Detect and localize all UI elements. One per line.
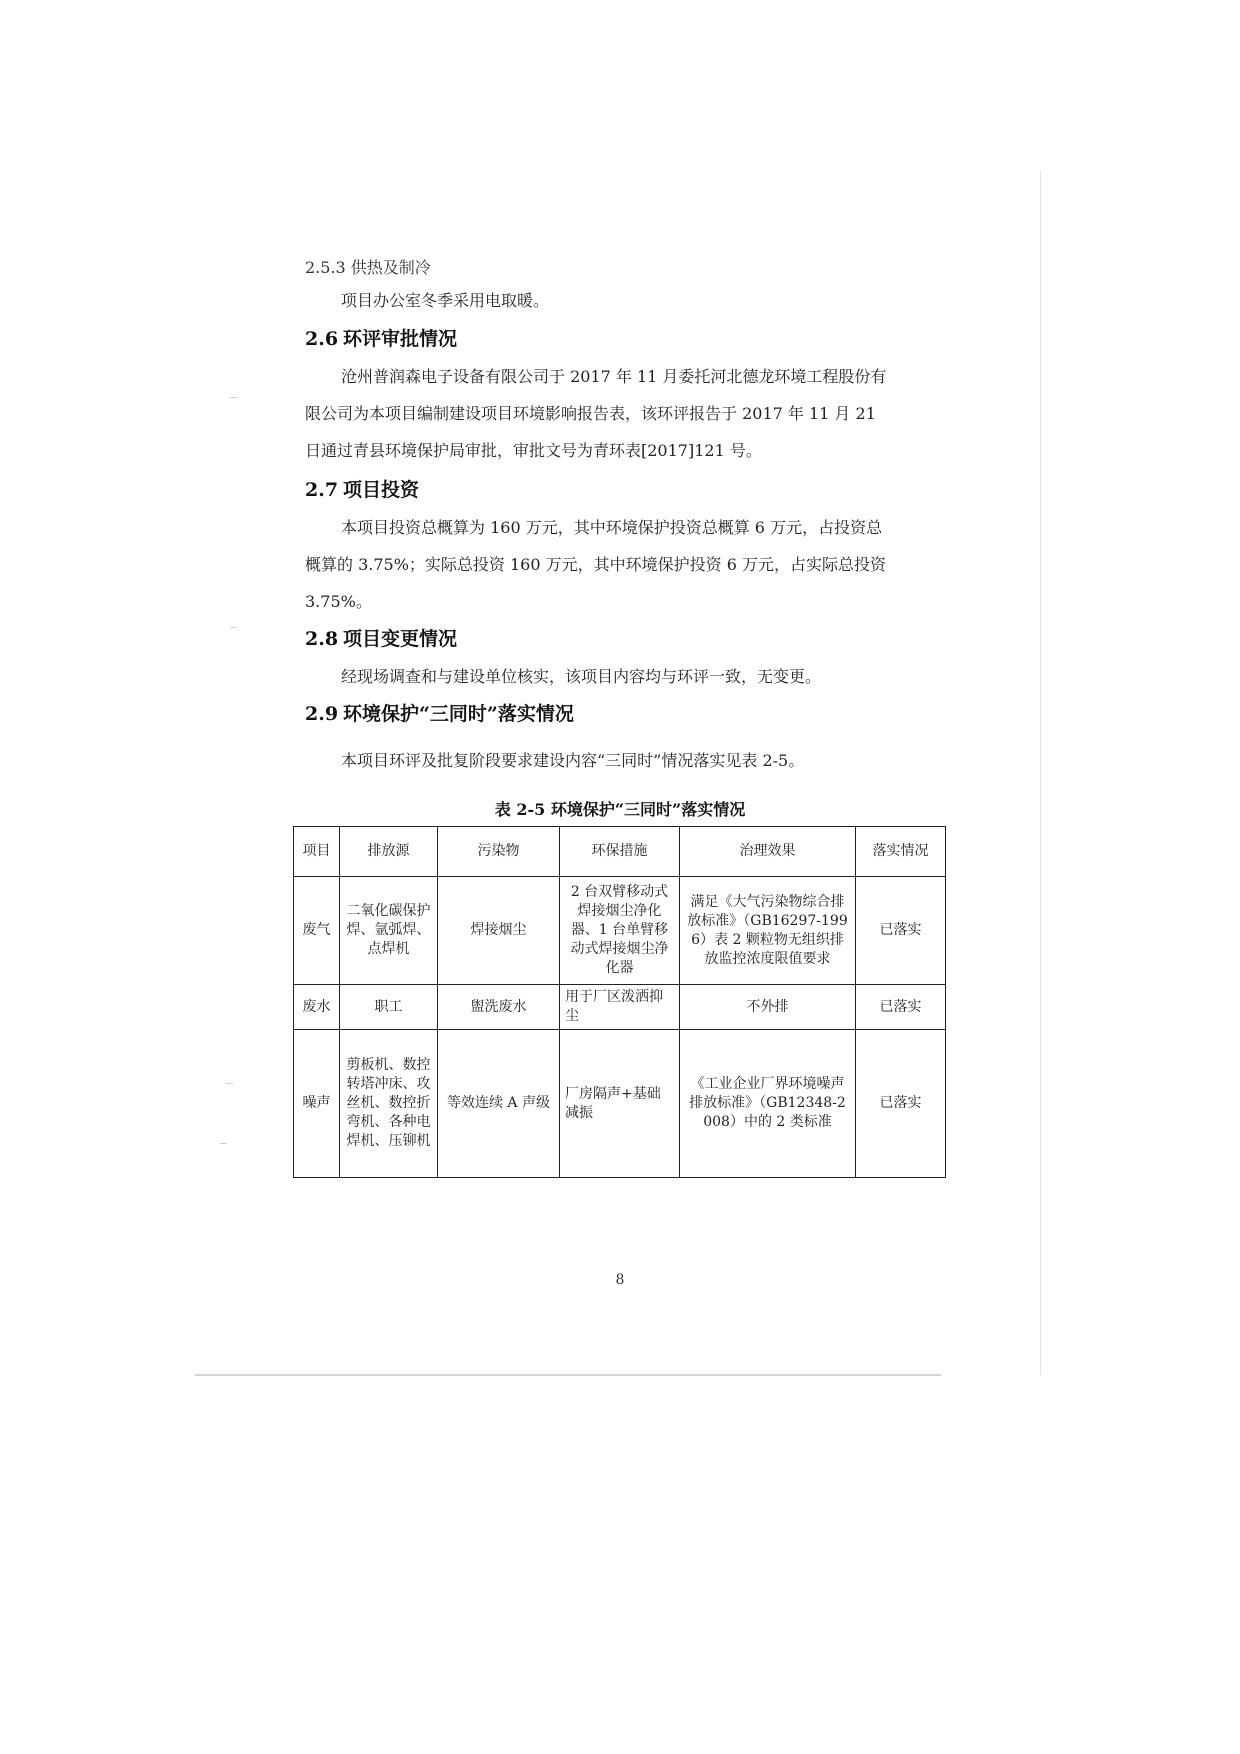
scan-edge-horizontal xyxy=(195,1374,941,1376)
cell-item: 废气 xyxy=(294,877,340,985)
cell-effect: 不外排 xyxy=(680,985,856,1030)
header-source: 排放源 xyxy=(340,827,438,877)
cell-pollutant: 焊接烟尘 xyxy=(438,877,560,985)
cell-measures: 用于厂区泼洒抑尘 xyxy=(560,985,680,1030)
cell-source: 职工 xyxy=(340,985,438,1030)
scan-speck xyxy=(230,627,237,628)
header-item: 项目 xyxy=(294,827,340,877)
subsection-heading-2-5-3: 2.5.3 供热及制冷 xyxy=(305,258,431,277)
table-caption: 表 2-5 环境保护“三同时”落实情况 xyxy=(494,800,746,819)
cell-source: 剪板机、数控转塔冲床、攻丝机、数控折弯机、各种电焊机、压铆机 xyxy=(340,1030,438,1178)
cell-effect: 满足《大气污染物综合排放标准》（GB16297-1996）表 2 颗粒物无组织排放监控浓度限值要求 xyxy=(680,877,856,985)
header-pollutant: 污染物 xyxy=(438,827,560,877)
paragraph-three-simultaneous: 本项目环评及批复阶段要求建设内容“三同时”情况落实见表 2-5。 xyxy=(341,751,805,770)
section-title: 项目变更情况 xyxy=(343,628,458,650)
scan-speck xyxy=(230,397,237,398)
scan-edge-vertical xyxy=(1040,170,1041,1375)
cell-pollutant: 等效连续 A 声级 xyxy=(438,1030,560,1178)
header-status: 落实情况 xyxy=(856,827,946,877)
cell-pollutant: 盥洗废水 xyxy=(438,985,560,1030)
cell-status: 已落实 xyxy=(856,1030,946,1178)
table-row xyxy=(294,877,946,985)
paragraph-line: 日通过青县环境保护局审批，审批文号为青环表[2017]121 号。 xyxy=(305,441,762,460)
cell-item: 废水 xyxy=(294,985,340,1030)
section-number: 2.7 xyxy=(305,479,339,501)
page-number: 8 xyxy=(615,1272,625,1288)
table-header-row xyxy=(294,827,946,877)
section-heading-2-8 xyxy=(305,624,457,651)
paragraph-line: 概算的 3.75%；实际总投资 160 万元，其中环境保护投资 6 万元，占实际总投资 xyxy=(305,555,886,574)
cell-measures: 2 台双臂移动式焊接烟尘净化器、1 台单臂移动式焊接烟尘净化器 xyxy=(560,877,680,985)
cell-status: 已落实 xyxy=(856,985,946,1030)
paragraph-heating: 项目办公室冬季采用电取暖。 xyxy=(341,291,550,310)
section-number: 2.9 xyxy=(305,703,339,725)
cell-source: 二氧化碳保护焊、氩弧焊、点焊机 xyxy=(340,877,438,985)
scan-speck xyxy=(226,1083,233,1084)
paragraph-line: 沧州普润森电子设备有限公司于 2017 年 11 月委托河北德龙环境工程股份有 xyxy=(341,367,887,386)
cell-item: 噪声 xyxy=(294,1030,340,1178)
section-number: 2.8 xyxy=(305,628,339,650)
cell-effect: 《工业企业厂界环境噪声排放标准》（GB12348-2008）中的 2 类标准 xyxy=(680,1030,856,1178)
paragraph-line: 本项目投资总概算为 160 万元，其中环境保护投资总概算 6 万元，占投资总 xyxy=(341,518,883,537)
cell-measures: 厂房隔声+基础减振 xyxy=(560,1030,680,1178)
scan-speck xyxy=(220,1143,227,1144)
section-number: 2.6 xyxy=(305,328,339,350)
three-simultaneous-table xyxy=(293,826,946,1178)
cell-status: 已落实 xyxy=(856,877,946,985)
table-row xyxy=(294,1030,946,1178)
paragraph-line: 限公司为本项目编制建设项目环境影响报告表，该环评报告于 2017 年 11 月 21 xyxy=(305,404,876,423)
header-effect: 治理效果 xyxy=(680,827,856,877)
section-heading-2-7 xyxy=(305,475,419,502)
paragraph-line: 3.75%。 xyxy=(305,592,372,611)
section-title: 项目投资 xyxy=(343,479,420,501)
header-measures: 环保措施 xyxy=(560,827,680,877)
table-row xyxy=(294,985,946,1030)
section-heading-2-9 xyxy=(305,699,574,726)
paragraph-changes: 经现场调查和与建设单位核实，该项目内容均与环评一致，无变更。 xyxy=(341,667,822,686)
section-title: 环评审批情况 xyxy=(343,328,458,350)
section-title: 环境保护“三同时”落实情况 xyxy=(343,703,574,725)
section-heading-2-6 xyxy=(305,324,457,351)
